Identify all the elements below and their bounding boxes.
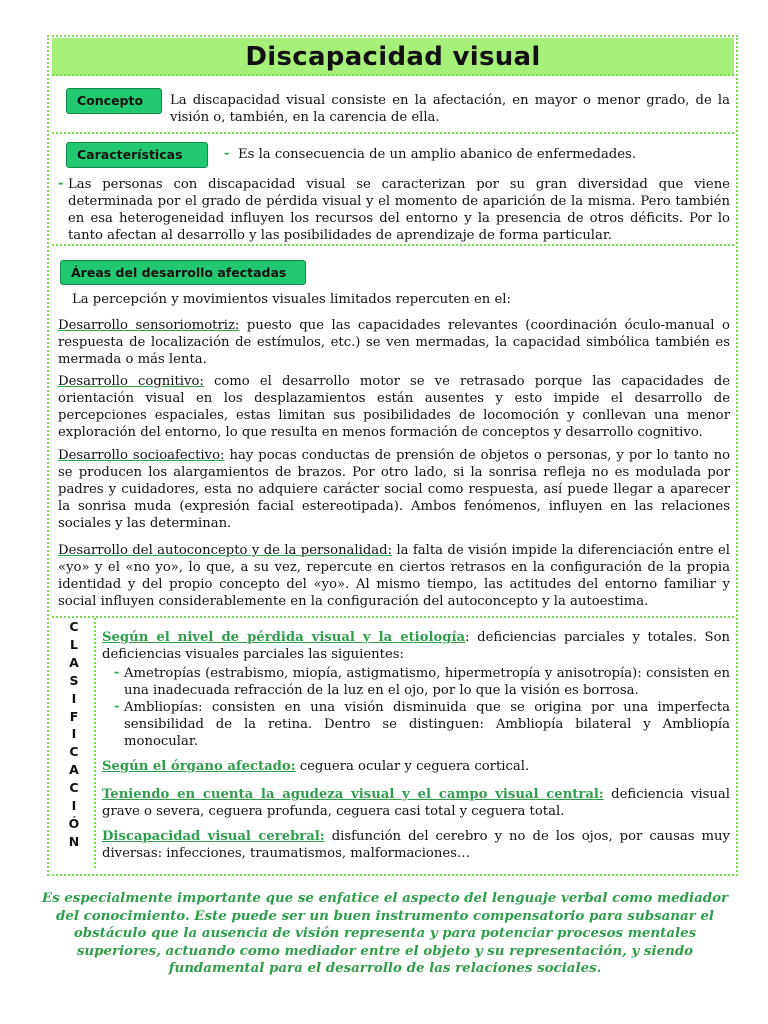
vertical-letter: Ó: [68, 815, 80, 831]
dash-marker: -: [114, 699, 120, 714]
concepto-tag: Concepto: [66, 88, 162, 114]
concepto-section: [52, 78, 734, 134]
area-heading: Desarrollo sensoriomotriz:: [58, 318, 240, 333]
clasificacion-vertical-label: [54, 618, 96, 868]
page-title: Discapacidad visual: [245, 42, 541, 72]
vertical-letter: N: [68, 833, 80, 849]
title-bar: [52, 38, 734, 76]
vertical-letter: C: [69, 744, 79, 760]
clasificacion-heading: Según el nivel de pérdida visual y la etiología: [102, 630, 466, 645]
ambliopias-item: Ambliopías: consisten en una visión disminuida que se origina por una imperfecta sensibilidad de la retina. Dentro se distinguen: Ambliopía bilateral y Ambliopía monocular.: [124, 700, 730, 749]
vertical-letter: A: [69, 762, 79, 778]
areas-section: [52, 246, 734, 618]
clasificacion-heading: Según el órgano afectado:: [102, 759, 296, 774]
vertical-letter: C: [69, 780, 79, 796]
footer-note: Es especialmente importante que se enfatice el aspecto del lenguaje verbal como mediador del conocimiento. Este puede ser un buen instrumento compensatorio para subsanar el obstáculo que la ausencia de visión representa y para potenciar procesos mentales superiores, actuando como mediador entre el objeto y su representación, y siendo fundamental para el desarrollo de las relaciones sociales.: [41, 890, 729, 976]
area-sensoriomotriz: [58, 317, 730, 368]
dash-marker: -: [224, 146, 230, 161]
area-socioafectivo: [58, 447, 730, 532]
vertical-letter: I: [71, 798, 77, 814]
vertical-letter: I: [71, 726, 77, 742]
area-text: puesto que las capacidades relevantes (coordinación óculo-manual o respuesta de localización de estímulos, etc.) se ven mermadas, la capacidad simbólica también es mermada o más lenta.: [58, 318, 730, 367]
caracteristicas-paragraph: Las personas con discapacidad visual se caracterizan por su gran diversidad que viene determinada por el grado de pérdida visual y el momento de aparición de la misma. Pero también en esa heterogeneidad influyen los recursos del entorno y la presencia de otros déficits. Por lo tanto afectan al desarrollo y las posibilidades de aprendizaje de forma particular.: [68, 177, 730, 243]
ametropias-item: Ametropías (estrabismo, miopía, astigmatismo, hipermetropía y anisotropía): consisten en una inadecuada refracción de la luz en el ojo, por lo que la visión es borrosa.: [124, 666, 730, 698]
caracteristicas-line: Es la consecuencia de un amplio abanico de enfermedades.: [238, 147, 637, 162]
vertical-letter: L: [70, 636, 78, 652]
dash-marker: -: [114, 665, 120, 680]
caracteristicas-tag: Características: [66, 142, 208, 168]
area-autoconcepto: [58, 542, 730, 610]
clasificacion-text: : deficiencias parciales y totales. Son deficiencias visuales parciales las siguientes:: [102, 630, 730, 662]
areas-tag: Áreas del desarrollo afectadas: [60, 260, 306, 285]
dash-marker: -: [58, 176, 64, 191]
vertical-letter: S: [69, 672, 79, 688]
clasificacion-text: disfunción del cerebro y no de los ojos, por causas muy diversas: infecciones, traumatismos, malformaciones…: [102, 829, 730, 861]
area-text: hay pocas conductas de prensión de objetos o personas, y por lo tanto no se producen los alargamientos de brazos. Por otro lado, si la sonrisa refleja no es modulada por padres y cuidadores, esta no adquiere carácter social como respuesta, así puede llegar a aparecer la sonrisa muda (expresión facial estereotipada). Ambos fenómenos, influyen en las relaciones sociales y las determinan.: [58, 448, 731, 531]
areas-intro: La percepción y movimientos visuales limitados repercuten en el:: [72, 292, 511, 307]
vertical-letter: I: [71, 690, 77, 706]
concepto-text: La discapacidad visual consiste en la afectación, en mayor o menor grado, de la visión o, también, en la carencia de ella.: [170, 93, 730, 125]
clasificacion-text: ceguera ocular y ceguera cortical.: [295, 759, 530, 774]
vertical-letter: C: [69, 619, 79, 634]
clasificacion-organo: [102, 758, 730, 775]
area-cognitivo: [58, 373, 730, 441]
vertical-letter: A: [69, 654, 79, 670]
area-heading: Desarrollo cognitivo:: [58, 374, 204, 389]
clasificacion-cerebral: [102, 828, 730, 862]
clasificacion-heading: Discapacidad visual cerebral:: [102, 829, 325, 844]
area-text: como el desarrollo motor se ve retrasado porque las capacidades de orientación visual en los desplazamientos están ausentes y esto impide el desarrollo de percepciones espaciales, estas limitan sus posibilidades de locomoción y conllevan una menor exploración del entorno, lo que resulta en menos formación de conceptos y desarrollo cognitivo.: [58, 374, 731, 440]
caracteristicas-section: [52, 134, 734, 246]
area-heading: Desarrollo del autoconcepto y de la personalidad:: [58, 543, 393, 558]
clasificacion-agudeza: [102, 786, 730, 820]
clasificacion-etiologia: [102, 629, 730, 663]
clasificacion-heading: Teniendo en cuenta la agudeza visual y el campo visual central:: [102, 787, 604, 802]
area-text: la falta de visión impide la diferenciación entre el «yo» y el «no yo», lo que, a su vez, repercute en ciertos retrasos en la configuración de la propia identidad y del propio concepto del «yo». Al mismo tiempo, las actitudes del entorno familiar y social influyen considerablemente en la configuración del autoconcepto y la autoestima.: [58, 543, 730, 609]
clasificacion-text: deficiencia visual grave o severa, ceguera profunda, ceguera casi total y ceguera total.: [102, 787, 730, 819]
vertical-letter: F: [69, 708, 79, 724]
area-heading: Desarrollo socioafectivo:: [58, 448, 225, 463]
